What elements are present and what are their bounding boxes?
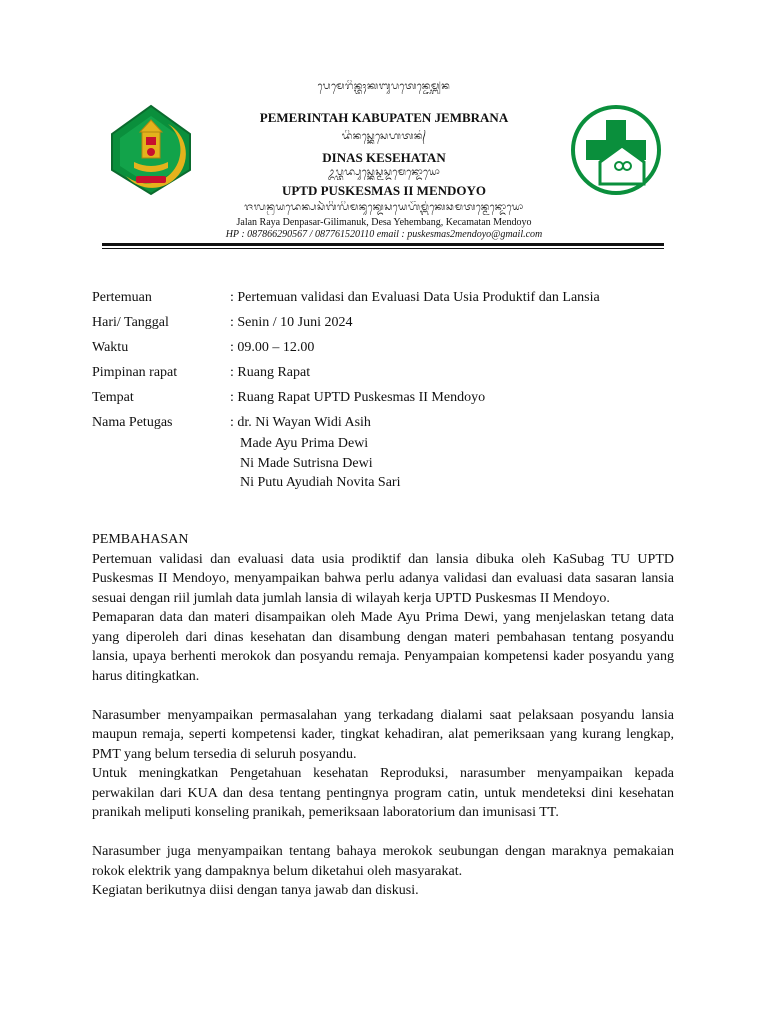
info-label: Hari/ Tanggal (92, 315, 169, 330)
unit-name: UPTD PUSKESMAS II MENDOYO (281, 183, 487, 198)
info-label: Waktu (92, 340, 129, 355)
contact-line: HP : 087866290567 / 087761520110 email : puskesmas2mendoyo@gmail.com (225, 229, 543, 240)
info-value: : Pertemuan validasi dan Evaluasi Data Usia Produktif dan Lansia (230, 290, 600, 305)
paragraph: Narasumber menyampaikan permasalahan yang terkadang dialami saat pelaksaan posyandu lansia maupun remaja, seperti kompetensi kader, tingkat kehadiran, alat pemeriksaan yang kurang lengkap, PMT yang belum tersedia di seluruh posyandu. (92, 707, 674, 762)
balinese-script-line: ᬤᬶᬦᬲ᭄ᬓᬾᬲᬾᬳᬢᬦ᭄ (341, 131, 427, 142)
paragraph: Narasumber juga menyampaikan tentang bahaya merokok seubungan dengan maraknya pemakaian rokok elektrik yang dampaknya belum diketahui oleh masyarakat. (92, 844, 674, 879)
letterhead-divider-thin (102, 248, 664, 249)
officer-list (240, 434, 401, 493)
letterhead-divider (102, 243, 664, 246)
paragraph: Kegiatan berikutnya diisi dengan tanya jawab dan diskusi. (92, 883, 419, 898)
officer-name: Ni Made Sutrisna Dewi (240, 455, 373, 471)
officer-name: Ni Putu Ayudiah Novita Sari (240, 475, 401, 490)
info-value: : Senin / 10 Juni 2024 (230, 315, 353, 330)
section-heading: PEMBAHASAN (92, 532, 189, 547)
info-value: : dr. Ni Wayan Widi Asih (230, 415, 371, 430)
paragraph: Untuk meningkatkan Pengetahuan kesehatan Reproduksi, narasumber menyampaikan kepada perwakilan dari KUA dan desa tentang pentingnya program catin, untuk mendeteksi dini kesehatan pranikah meliputi konseling pranikah, pemeriksaan laboratorium dan imunisasi TT. (92, 766, 674, 820)
paragraph: Pertemuan validasi dan evaluasi data usia prodiktif dan lansia dibuka oleh KaSubag TU UPTD Puskesmas II Mendoyo, menyampaikan bahwa perlu adanya validasi dan evaluasi data sasaran lansia sesuai dengan riil jumlah data jumlah lansia di wilayah kerja UPTD Puskesmas II Mendoyo. (92, 551, 674, 606)
info-label: Tempat (92, 390, 134, 405)
info-label: Nama Petugas (92, 415, 173, 430)
officer-name: Made Ayu Prima Dewi (240, 436, 369, 451)
jembrana-emblem-icon (106, 104, 196, 196)
letterhead (200, 80, 568, 241)
puskesmas-logo-icon (570, 104, 662, 196)
paragraph: Pemaparan data dan materi disampaikan oleh Made Ayu Prima Dewi, yang menjelaskan tetang data yang diperoleh dari dinas kesehatan dan disambung dengan materi pembahasan tentang posyandu lansia, upaya berhenti merokok dan posyandu remaja. Penyampaian kompetensi kader posyandu yang harus ditingkatkan. (92, 610, 674, 684)
info-value: : 09.00 – 12.00 (230, 340, 315, 355)
discussion-section (92, 530, 674, 901)
info-label: Pertemuan (92, 290, 152, 305)
info-label: Pimpinan rapat (92, 365, 178, 380)
balinese-script-line: ᬧᬾᬫᬾᬭᬶᬦ᭄ᬢᬄᬓᬩᬸᬧᬢᬾᬦ᭄ᬚᬾᬫ᭄ᬩ᭄ᬭᬦ (317, 81, 451, 92)
department-name: DINAS KESEHATAN (322, 150, 446, 165)
info-value: : Ruang Rapat UPTD Puskesmas II Mendoyo (230, 390, 486, 405)
info-value: : Ruang Rapat (230, 365, 311, 380)
address-line: Jalan Raya Denpasar-Gilimanuk, Desa Yehembang, Kecamatan Mendoyo (236, 217, 532, 228)
government-name: PEMERINTAH KABUPATEN JEMBRANA (259, 110, 509, 125)
balinese-script-line: ᬉᬧ᭄ᬢᬤ᭄ᬧᬸᬲ᭄ᬓᬾᬲ᭄ᬫᬲ᭄ᬤ᭄ᬯᬫᬾᬦ᭄ᬤᭀᬬᭀ (327, 167, 441, 178)
balinese-script-line: ᬚᬮᬦ᭄ᬭᬬᬤᬾᬦ᭄ᬧᬲᬃᬕᬶᬮᬶᬫᬦᬸᬓ᭄ᬤᬾᬲᬬᬾᬳᭂᬫ᭄ᬩᬂᬓᬾᬘᬫᬢᬦ᭄ᬫᬾᬦ᭄ᬤᭀᬬᭀ (244, 202, 524, 213)
